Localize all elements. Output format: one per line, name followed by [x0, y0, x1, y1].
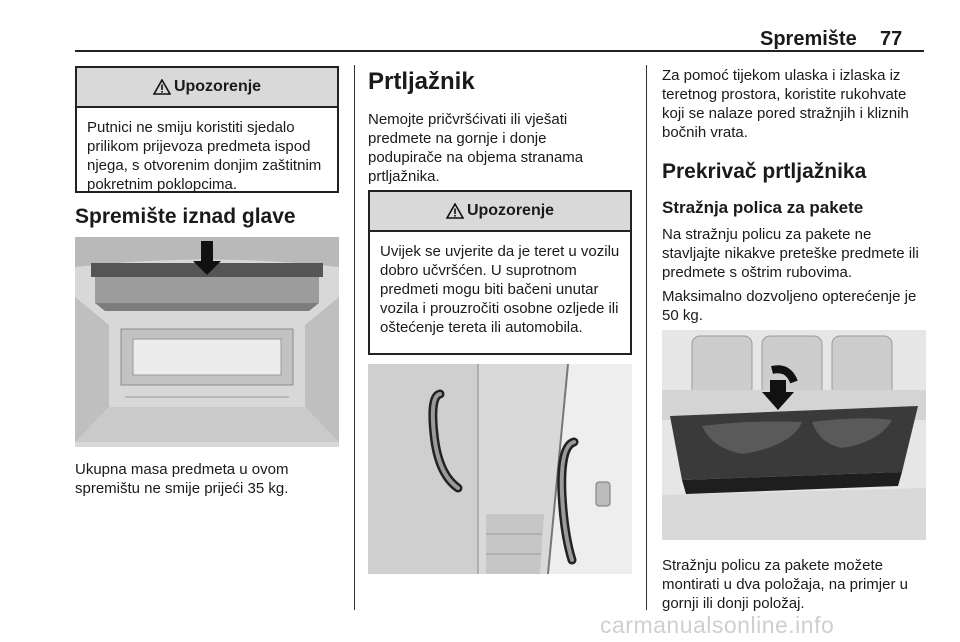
warning-text: Putnici ne smiju koristiti sjedalo prilikom prijevoza predmeta ispod njega, s otvorenim donjim zaštitnim pokretnim poklopcima. — [87, 119, 322, 193]
section-heading-overhead: Spremište iznad glave — [75, 205, 296, 228]
warning-title: Upozorenje — [466, 202, 555, 219]
warning-box-passengers — [75, 66, 339, 193]
figure-parcel-shelf — [662, 330, 926, 540]
figure-overhead-storage — [75, 237, 339, 447]
warning-title: Upozorenje — [173, 78, 262, 95]
section-heading-cover: Prekrivač prtljažnika — [662, 160, 867, 183]
warning-triangle-icon — [446, 203, 464, 219]
column-divider-1 — [354, 65, 355, 610]
warning-text: Uvijek se uvjerite da je teret u vozilu dobro učvršćen. U suprotnom predmeti mogu biti bačeni unutar vozila i prouzročiti osobne ozljede ili oštećenje tereta ili automobila. — [380, 243, 620, 336]
warning-header — [370, 192, 630, 232]
subheading-parcel-shelf: Stražnja polica za pakete — [662, 198, 864, 217]
section-heading-trunk: Prtljažnik — [368, 68, 475, 95]
column-divider-2 — [646, 65, 647, 610]
parcel-shelf-para-3: Stražnju policu za pakete možete montirati u dva položaja, na primjer u gornji ili donji položaj. — [662, 557, 908, 612]
warning-box-load — [368, 190, 632, 355]
warning-triangle-icon — [153, 79, 171, 95]
figure-grab-handles — [368, 364, 632, 574]
header-rule — [75, 50, 924, 52]
page-header-title: Spremište — [760, 28, 857, 50]
page-number: 77 — [880, 28, 903, 50]
watermark: carmanualsonline.info — [600, 612, 835, 638]
handles-intro: Za pomoć tijekom ulaska i izlaska iz teretnog prostora, koristite rukohvate koji se nalaze pored stražnjih i kliznih bočnih vrata. — [662, 67, 909, 141]
caption-overhead: Ukupna masa predmeta u ovom spremištu ne smije prijeći 35 kg. — [75, 461, 289, 497]
trunk-intro: Nemojte pričvršćivati ili vješati predmete na gornje i donje podupirače na objema stranama prtljažnika. — [368, 111, 584, 185]
parcel-shelf-para-1: Na stražnju policu za pakete ne stavljajte nikakve preteške predmete ili predmete s oštrim rubovima. — [662, 226, 919, 281]
warning-header — [77, 68, 337, 108]
parcel-shelf-para-2: Maksimalno dozvoljeno opterećenje je 50 kg. — [662, 288, 917, 324]
